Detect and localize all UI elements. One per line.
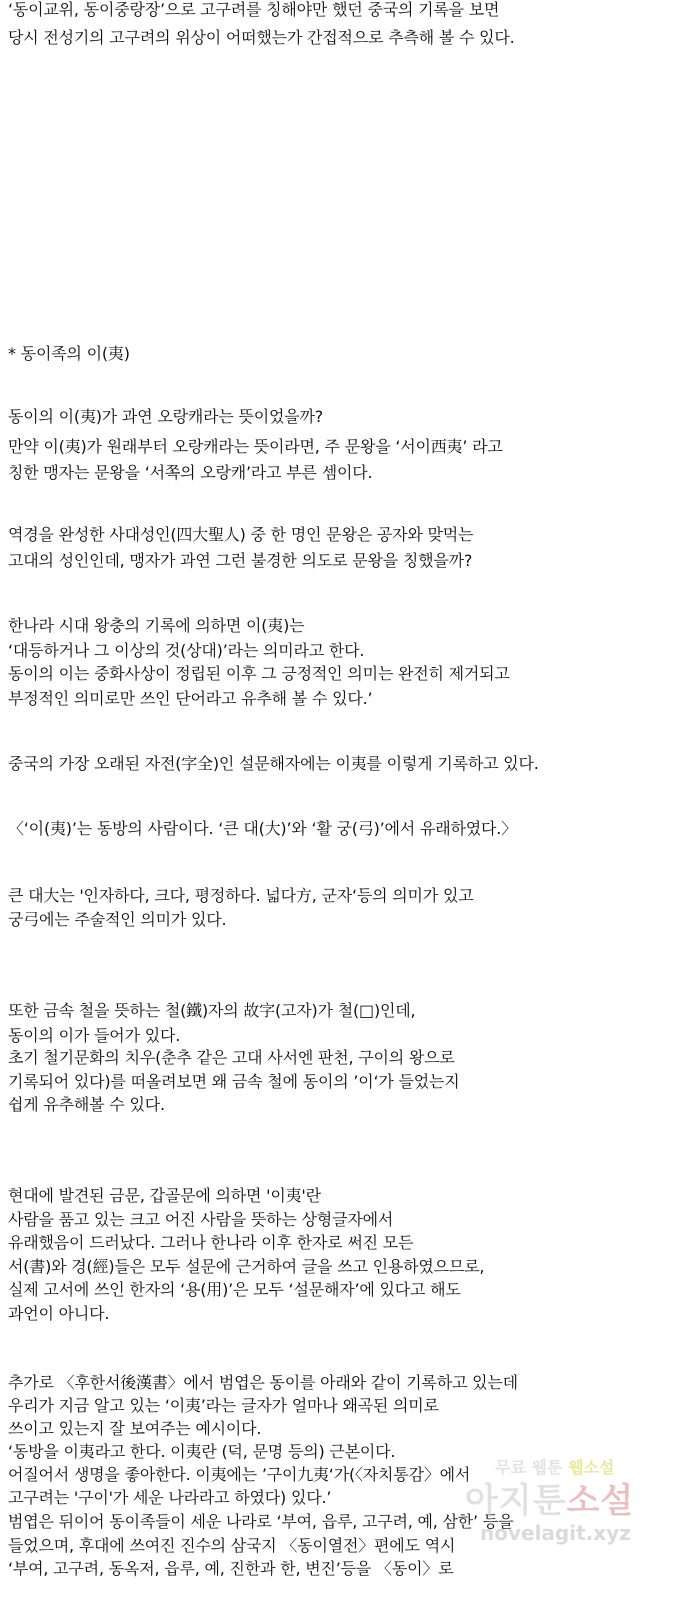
text-line: 범엽은 뒤이어 동이족들이 세운 나라로 ‘부여, 읍루, 고구려, 예, 삼한’ 등을 [8,1512,514,1531]
text-line: 당시 전성기의 고구려의 위상이 어떠했는가 간접적으로 추측해 볼 수 있다. [8,28,515,47]
text-line: 동이의 이는 중화사상이 정립된 이후 그 긍정적인 의미는 완전히 제거되고 [8,664,510,683]
watermark-logo-accent: 소설 [566,1481,635,1521]
text-line: 추가로 〈후한서後漢書〉에서 범엽은 동이를 아래와 같이 기록하고 있는데 [8,1373,518,1392]
text-line: 역경을 완성한 사대성인(四大聖人) 중 한 명인 문왕은 공자와 맞먹는 [8,525,474,544]
text-line: 초기 철기문화의 치우(춘추 같은 고대 사서엔 판천, 구이의 왕으로 [8,1048,455,1067]
text-line: 과언이 아니다. [8,1304,110,1323]
text-line: 실제 고서에 쓰인 한자의 ‘용(用)’은 모두 ‘설문해자’에 있다고 해도 [8,1280,461,1299]
watermark-tagline-text: 무료 웹툰 [495,1458,568,1477]
text-line: 동이의 이(夷)가 과연 오랑캐라는 뜻이었을까? [8,407,324,426]
text-line: 〈‘이(夷)’는 동방의 사람이다. ‘큰 대(大)’와 ‘활 궁(弓)’에서 유래하였다.〉 [8,819,517,838]
text-line: 들었으며, 후대에 쓰여진 진수의 삼국지 〈동이열전〉편에도 역시 [8,1536,456,1555]
text-line: 어질어서 생명을 좋아한다. 이夷에는 ’구이九夷‘가(〈자치통감〉에서 [8,1465,471,1484]
text-line: 현대에 발견된 금문, 갑골문에 의하면 '이夷'란 [8,1186,321,1205]
text-line: 기록되어 있다)를 떠올려보면 왜 금속 철에 동이의 ’이‘가 들었는지 [8,1072,460,1091]
text-line: 한나라 시대 왕충의 기록에 의하면 이(夷)는 [8,616,305,635]
text-line: 유래했음이 드러났다. 그러나 한나라 이후 한자로 써진 모든 [8,1233,414,1252]
text-line: 쉽게 유추해볼 수 있다. [8,1095,165,1114]
text-line: 또한 금속 철을 뜻하는 철(鐵)자의 故字(고자)가 철(□)인데, [8,1001,416,1020]
text-line: 고구려는 '구이'가 세운 나라라고 하였다) 있다.’ [8,1488,332,1507]
watermark-tagline-accent: 웹소설 [567,1458,615,1477]
watermark-url: novelagit.xyz [480,1521,631,1545]
text-line: ‘동방을 이夷라고 한다. 이夷란 (덕, 문명 등의) 근본이다. [8,1442,396,1461]
text-line: 만약 이(夷)가 원래부터 오랑캐라는 뜻이라면, 주 문왕을 ‘서이西夷’ 라고 [8,437,503,456]
text-line: ‘동이교위, 동이중랑장’으로 고구려를 칭해야만 했던 중국의 기록을 보면 [8,0,500,19]
text-line: ‘대등하거나 그 이상의 것(상대)’라는 의미라고 한다. [8,641,365,660]
text-line: 사람을 품고 있는 크고 어진 사람을 뜻하는 상형글자에서 [8,1210,394,1229]
text-line: 궁弓에는 주술적인 의미가 있다. [8,910,227,929]
text-line: 동이의 이가 들어가 있다. [8,1026,181,1045]
text-line: 우리가 지금 알고 있는 ‘이夷’라는 글자가 얼마나 왜곡된 의미로 [8,1396,439,1415]
text-line: 칭한 맹자는 문왕을 ‘서쪽의 오랑캐’라고 부른 셈이다. [8,463,373,482]
text-line: 쓰이고 있는지 잘 보여주는 예시이다. [8,1419,262,1438]
text-line: ‘부여, 고구려, 동옥저, 읍루, 예, 진한과 한, 변진’등을 〈동이〉로 [8,1559,454,1578]
text-line: 서(書)와 경(經)들은 모두 설문에 근거하여 글을 쓰고 인용하였으므로, [8,1257,485,1276]
text-line: 고대의 성인인데, 맹자가 과연 그런 불경한 의도로 문왕을 칭했을까? [8,551,473,570]
text-line: 중국의 가장 오래된 자전(字全)인 설문해자에는 이夷를 이렇게 기록하고 있다. [8,754,539,773]
section-heading: * 동이족의 이(夷) [8,344,130,363]
watermark-logo-text: 아지툰 [465,1481,567,1521]
text-line: 부정적인 의미로만 쓰인 단어라고 유추해 볼 수 있다.’ [8,689,373,708]
text-line: 큰 대大는 '인자하다, 크다, 평정하다. 넓다方, 군자‘등의 의미가 있고 [8,886,474,905]
